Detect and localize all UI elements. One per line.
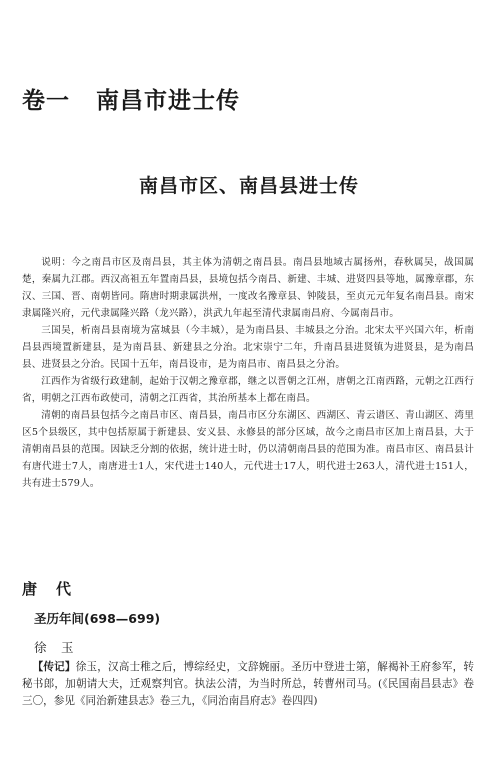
era-heading: 圣历年间(698—699) (34, 611, 161, 626)
chapter-heading (22, 82, 240, 115)
chapter-number: 卷一 (22, 88, 70, 114)
person-name: 徐 玉 (34, 640, 75, 655)
intro-text (22, 254, 474, 492)
intro-paragraph: 江西作为省级行政建制，起始于汉朝之豫章郡，继之以晋朝之江州，唐朝之江南西路，元朝之江西行省，明朝之江西布政使司，清朝之江西省，其治所基本上都在南昌。 (22, 376, 474, 404)
intro-paragraph: 说明：今之南昌市区及南昌县，其主体为清朝之南昌县。南昌县地域古属扬州，春秋属吴，战国属楚，秦属九江郡。西汉高祖五年置南昌县，县境包括今南昌、新建、丰城、进贤四县等地，属豫章郡，东汉、三国、晋、南朝皆同。隋唐时期隶属洪州，一度改名豫章县、钟陵县，至贞元元年复名南昌县。南宋隶属隆兴府，元代隶属隆兴路（龙兴路），洪武九年起至清代隶属南昌府、今属南昌市。 (22, 257, 474, 319)
biography (22, 659, 474, 710)
intro-paragraph: 三国吴，析南昌县南境为富城县（今丰城），是为南昌县、丰城县之分治。北宋太平兴国六年，析南昌县西境置新建县，是为南昌县、新建县之分治。北宋崇宁二年，升南昌县进贤镇为进贤县，是为南昌县、进贤县之分治。民国十五年，南昌设市，是为南昌市、南昌县之分治。 (22, 325, 474, 370)
chapter-title: 南昌市进士传 (96, 88, 240, 114)
intro-paragraph: 清朝的南昌县包括今之南昌市区、南昌县，南昌市区分东湖区、西湖区、青云谱区、青山湖区、湾里区5个县级区，其中包括原属于新建县、安义县、永修县的部分区域，故今之南昌市区加上南昌县，大于清朝南昌县的范围。因缺乏分割的依据，统计进士时，仍以清朝南昌县的范围为准。南昌市区、南昌县计有唐代进士7人，南唐进士1人，宋代进士140人，元代进士17人，明代进士263人，清代进士151人，共有进士579人。 (22, 410, 474, 489)
biography-paragraph (22, 659, 474, 710)
dynasty-heading: 唐 代 (22, 580, 74, 598)
section-title: 南昌市区、南昌县进士传 (138, 175, 359, 197)
biography-tag: 【传记】 (32, 661, 76, 673)
biography-text: 徐玉，汉高士稚之后，博综经史，文辞婉丽。圣历中登进士第，解褐补王府参军，转秘书郎，加朝请大夫，迁观察判官。执法公清，为当时所总，转曹州司马。(《民国南昌县志》卷三〇，参见《同治新建县志》卷三九，《同治南昌府志》卷四四) (22, 661, 475, 707)
